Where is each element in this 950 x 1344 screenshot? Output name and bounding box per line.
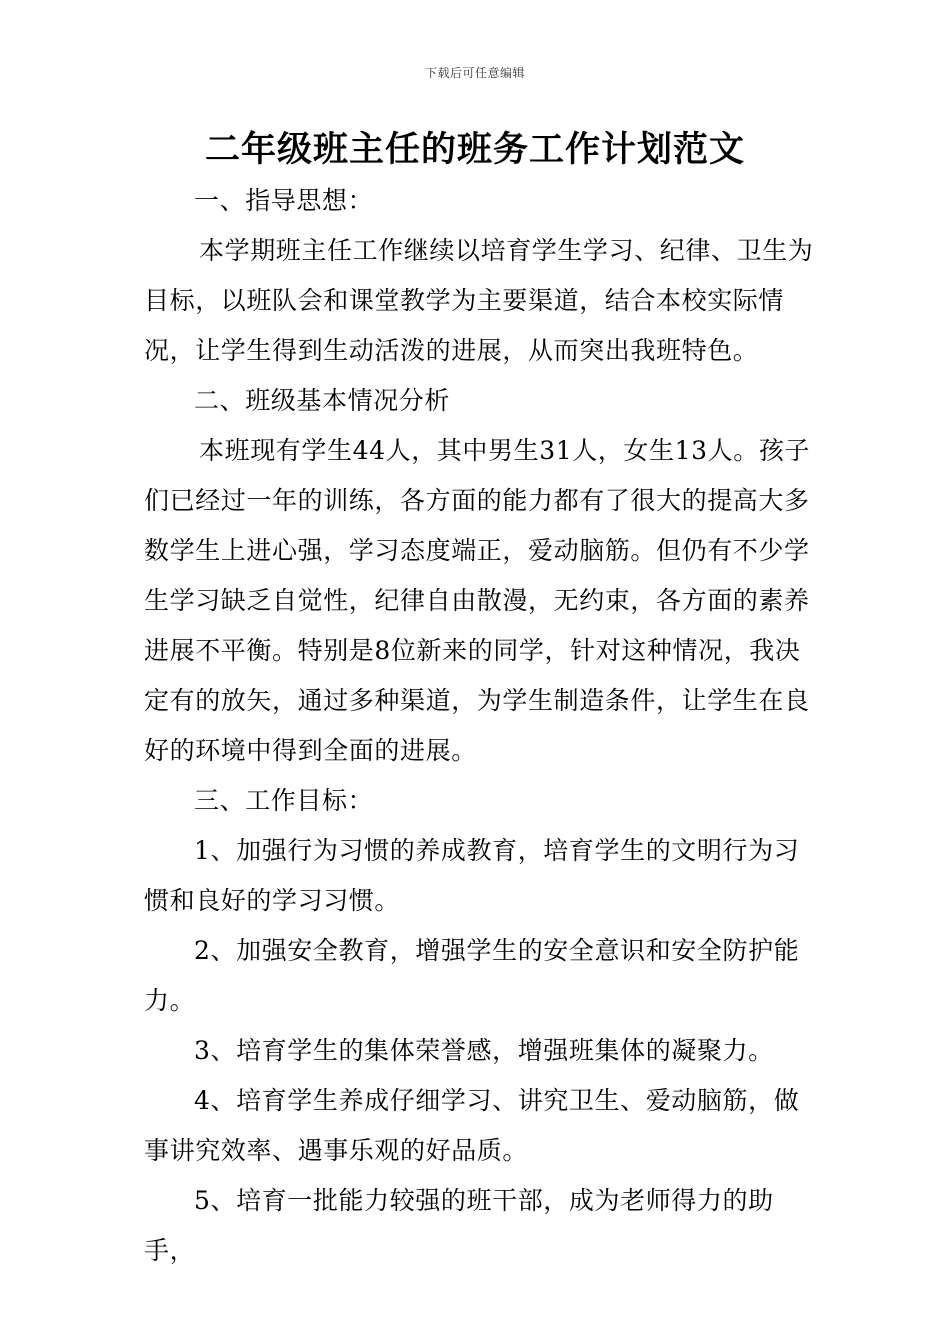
document-title: 二年级班主任的班务工作计划范文 [204,130,745,170]
goal-item: 4、培育学生养成仔细学习、讲究卫生、爱动脑筋，做事讲究效率、遇事乐观的好品质。 [144,1086,800,1165]
section-heading-guiding-ideology: 一、指导思想： [194,186,374,215]
header-note: 下载后可任意编辑 [424,66,525,80]
section-heading-class-analysis: 二、班级基本情况分析 [194,386,451,415]
section-heading-work-goals: 三、工作目标： [194,786,374,815]
document-body [144,176,814,1276]
paragraph-guiding-ideology: 本学期班主任工作继续以培育学生学习、纪律、卫生为目标，以班队会和课堂教学为主要渠道，结合本校实际情况，让学生得到生动活泼的进展，从而突出我班特色。 [144,236,814,365]
paragraph-class-analysis: 本班现有学生44人，其中男生31人，女生13人。孩子们已经过一年的训练，各方面的能力都有了很大的提高大多数学生上进心强，学习态度端正，爱动脑筋。但仍有不少学生学习缺乏自觉性，纪律自由散漫，无约束，各方面的素养进展不平衡。特别是8位新来的同学，针对这种情况，我决定有的放矢，通过多种渠道，为学生制造条件，让学生在良好的环境中得到全面的进展。 [144,436,811,765]
goal-item: 3、培育学生的集体荣誉感，增强班集体的凝聚力。 [194,1036,774,1065]
goal-item: 5、培育一批能力较强的班干部，成为老师得力的助手， [144,1186,774,1265]
goal-item: 1、加强行为习惯的养成教育，培育学生的文明行为习惯和良好的学习习惯。 [144,836,800,915]
goal-item: 2、加强安全教育，增强学生的安全意识和安全防护能力。 [144,936,800,1015]
